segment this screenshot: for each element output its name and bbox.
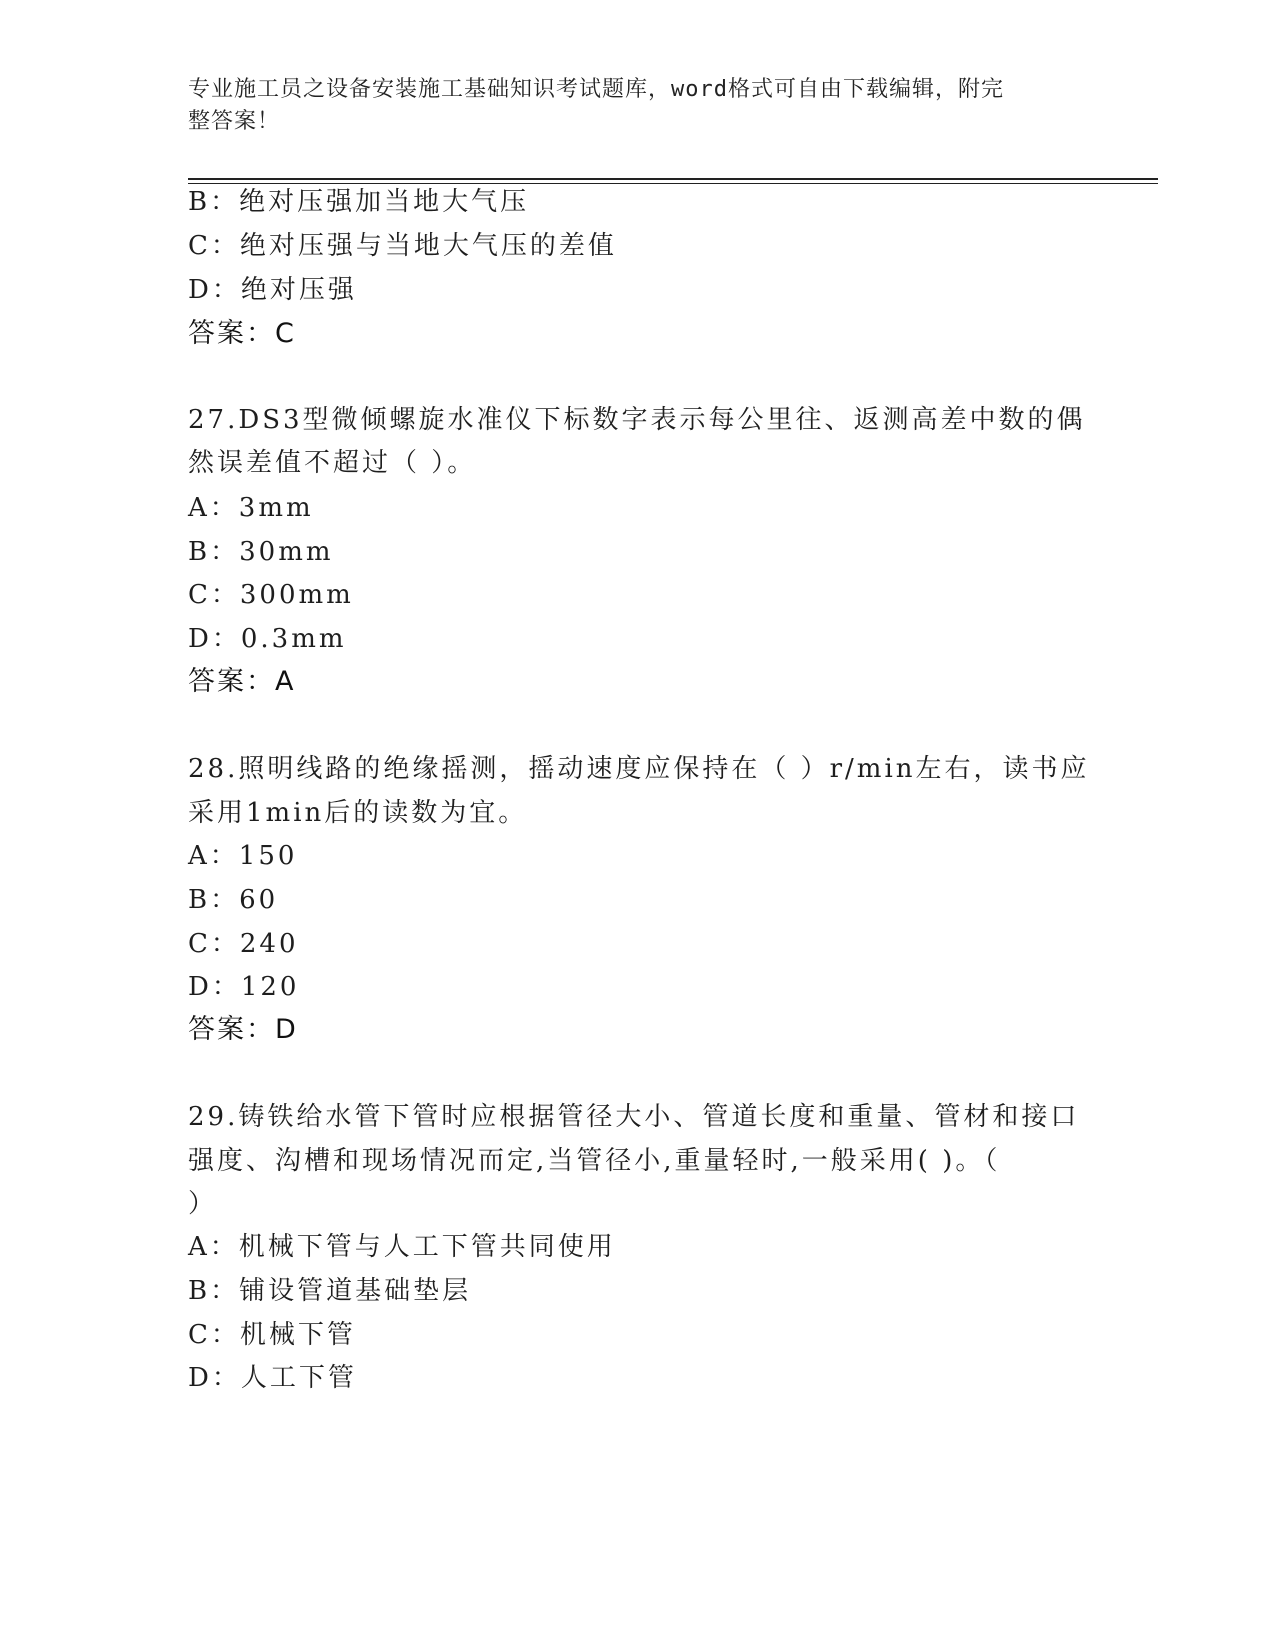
q26-option-b: B：绝对压强加当地大气压 — [188, 187, 530, 217]
q28-option-d: D：120 — [188, 972, 300, 1002]
header-divider-thin — [188, 183, 1158, 184]
q29-option-a: A：机械下管与人工下管共同使用 — [188, 1232, 616, 1262]
q28-option-b: B：60 — [188, 885, 279, 915]
header-line-1: 专业施工员之设备安装施工基础知识考试题库，word格式可自由下载编辑，附完 — [188, 77, 1004, 102]
header-line-2: 整答案！ — [188, 109, 281, 134]
q29-option-d: D：人工下管 — [188, 1363, 357, 1393]
q28-answer: 答案：D — [188, 1014, 298, 1045]
q28-stem-line-1: 28.照明线路的绝缘摇测，摇动速度应保持在（ ）r/min左右，读书应 — [188, 754, 1090, 784]
q26-option-d: D：绝对压强 — [188, 275, 357, 305]
q29-stem-line-2: 强度、沟槽和现场情况而定,当管径小,重量轻时,一般采用( )。（ — [188, 1146, 1001, 1176]
q27-option-c: C：300mm — [188, 580, 354, 610]
q28-stem-line-2: 采用1min后的读数为宜。 — [188, 798, 528, 828]
header-divider-thick — [188, 178, 1158, 180]
q29-option-b: B：铺设管道基础垫层 — [188, 1276, 472, 1306]
q27-stem-line-1: 27.DS3型微倾螺旋水准仪下标数字表示每公里往、返测高差中数的偶 — [188, 405, 1086, 435]
q27-option-a: A：3mm — [188, 493, 314, 523]
q28-option-a: A：150 — [188, 841, 298, 871]
q26-answer: 答案：C — [188, 318, 296, 349]
q29-stem-line-1: 29.铸铁给水管下管时应根据管径大小、管道长度和重量、管材和接口 — [188, 1102, 1080, 1132]
q27-option-b: B：30mm — [188, 537, 334, 567]
q29-option-c: C：机械下管 — [188, 1320, 356, 1350]
q29-stem-line-3: ） — [188, 1189, 218, 1219]
q27-stem-line-2: 然误差值不超过（ ）。 — [188, 448, 477, 478]
document-header — [188, 74, 1088, 138]
q27-answer: 答案：A — [188, 666, 296, 697]
q28-option-c: C：240 — [188, 929, 299, 959]
q26-option-c: C：绝对压强与当地大气压的差值 — [188, 231, 617, 261]
q27-option-d: D：0.3mm — [188, 624, 347, 654]
